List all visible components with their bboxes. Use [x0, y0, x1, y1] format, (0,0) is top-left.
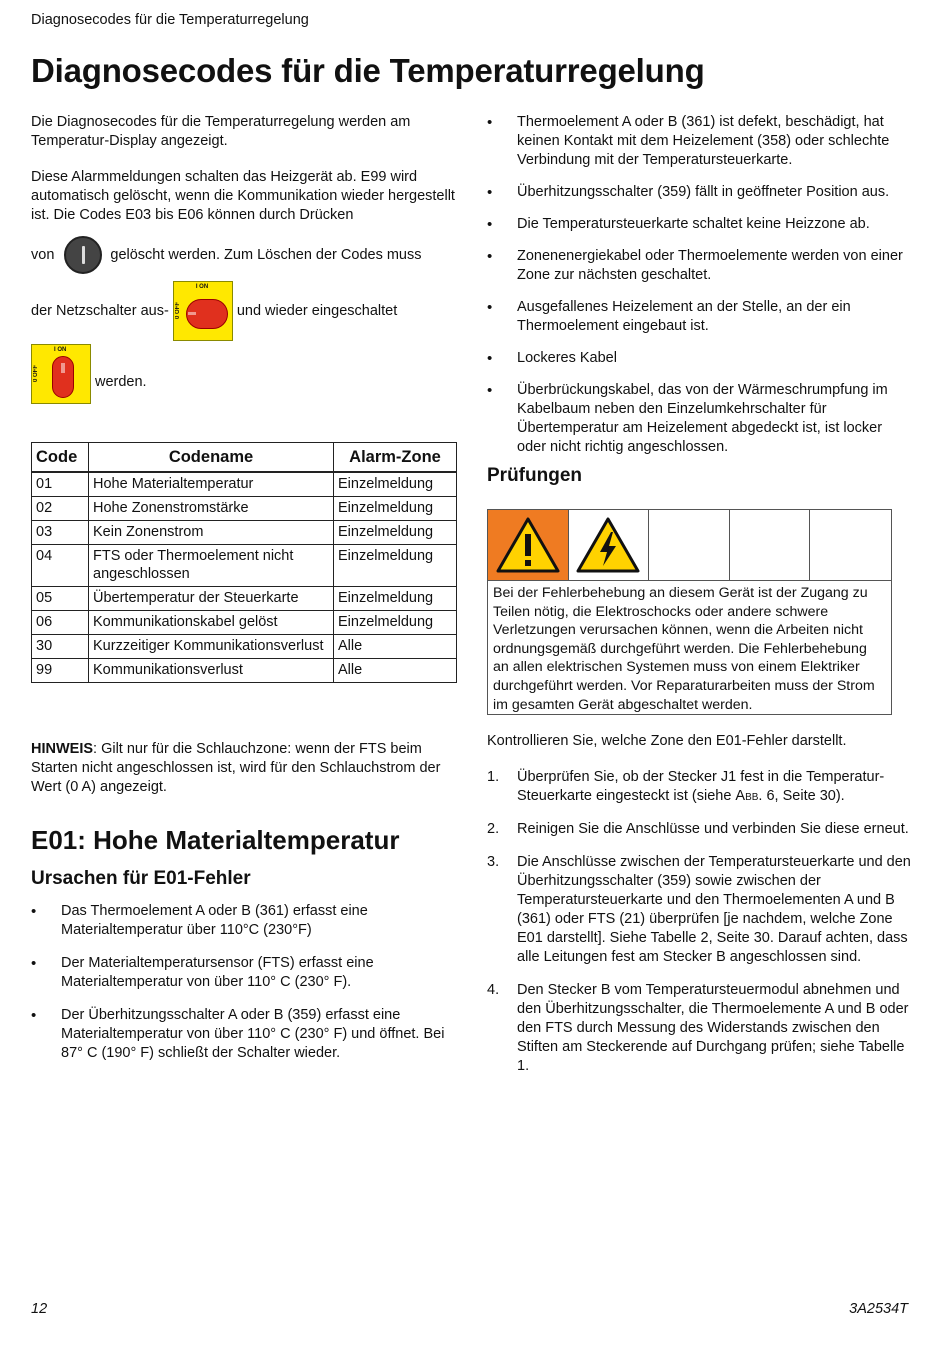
list-item: 3. Die Anschlüsse zwischen der Temperatursteuerkarte und den Überhitzungsschalter (359) sowie zwischen der Temperatursteuerkarte und den Thermoelementen A und B (361) oder FTS (21) überprüfen [je nachdem, welche Zone E01 darstellt]. Siehe Tabelle 2, Seite 30. Darauf achten, dass alle Leitungen fest am Stecker B angeschlossen sind. [487, 854, 911, 965]
document-id: 3A2534T [849, 1301, 908, 1317]
cell-codename: Kommunikationsverlust [89, 659, 334, 683]
note-label: HINWEIS [31, 741, 94, 757]
list-item: • Überbrückungskabel, das von der Wärmeschrumpfung im Kabelbaum neben den Einzelumkehrschalter für Übertemperatur am Heizelement abgedeckt ist, ist locker oder nicht richtig angeschlossen. [487, 381, 912, 457]
von-text: von [31, 247, 55, 263]
list-item: • Das Thermoelement A oder B (361) erfasst eine Materialtemperatur über 110°C (230°F) [31, 902, 456, 940]
list-item: • Lockeres Kabel [487, 349, 912, 368]
cell-codename: Kurzzeitiger Kommunikationsverlust [89, 635, 334, 659]
table-header-codename: Codename [89, 443, 334, 473]
table-row [32, 472, 457, 497]
table-row [32, 587, 457, 611]
cell-zone: Alle [334, 659, 457, 683]
cell-code: 01 [32, 472, 89, 497]
page-title: Diagnosecodes für die Temperaturregelung [31, 52, 705, 89]
table-header-alarm-zone: Alarm-Zone [334, 443, 457, 473]
electric-shock-icon [569, 510, 650, 580]
causes-list-right [487, 113, 912, 457]
list-item: • Ausgefallenes Heizelement an der Stelle, an der ein Thermoelement eingebaut ist. [487, 298, 912, 336]
list-item: • Überhitzungsschalter (359) fällt in geöffneter Position aus. [487, 183, 912, 202]
list-item: • Thermoelement A oder B (361) ist defekt, beschädigt, hat keinen Kontakt mit dem Heizelement (358) oder schlechte Verbindung mit der Temperatursteuerkarte. [487, 113, 912, 170]
list-item: • Der Überhitzungsschalter A oder B (359) erfasst eine Materialtemperatur von über 110° C (230° F) und öffnet. Bei 87° C (190° F) schließt der Schalter wieder. [31, 1006, 456, 1063]
table-row [32, 497, 457, 521]
cell-codename: Übertemperatur der Steuerkarte [89, 587, 334, 611]
cell-codename: Kein Zonenstrom [89, 521, 334, 545]
list-item: • Die Temperatursteuerkarte schaltet keine Heizzone ab. [487, 215, 912, 234]
list-item: 4. Den Stecker B vom Temperatursteuermodul abnehmen und den Überhitzungsschalter, die Thermoelemente A und B oder den FTS durch Messung des Widerstands zwischen den Stiften am Steckerende auf Durchgang prüfen; siehe Tabelle 1. [487, 982, 909, 1074]
cell-zone: Einzelmeldung [334, 521, 457, 545]
power-knob-icon [64, 236, 102, 274]
after-knob-text: gelöscht werden. Zum Löschen der Codes muss [110, 247, 422, 263]
cell-code: 06 [32, 611, 89, 635]
table-row [32, 545, 457, 587]
werden-text: werden. [95, 374, 147, 390]
warning-box [487, 509, 892, 715]
switch-on-icon: I ON 0 OFF [31, 344, 91, 404]
note-paragraph [31, 740, 456, 797]
e01-heading: E01: Hohe Materialtemperatur [31, 825, 400, 855]
switch-off-icon: I ON 0 OFF [173, 281, 233, 341]
cell-zone: Einzelmeldung [334, 497, 457, 521]
cell-codename: FTS oder Thermoelement nicht angeschlossen [89, 545, 334, 587]
intro-section [31, 113, 456, 225]
switch-off-line [31, 281, 456, 341]
checks-heading: Prüfungen [487, 465, 582, 486]
warning-icons-row [488, 510, 891, 581]
cell-zone: Einzelmeldung [334, 472, 457, 497]
cell-codename: Kommunikationskabel gelöst [89, 611, 334, 635]
cell-zone: Einzelmeldung [334, 587, 457, 611]
table-row [32, 521, 457, 545]
running-header: Diagnosecodes für die Temperaturregelung [31, 12, 309, 28]
intro-paragraph-1: Die Diagnosecodes für die Temperaturregelung werden am Temperatur-Display angezeigt. [31, 114, 411, 149]
cell-codename: Hohe Zonenstromstärke [89, 497, 334, 521]
list-item: • Der Materialtemperatursensor (FTS) erfasst eine Materialtemperatur von über 110° C (230° F). [31, 954, 456, 992]
cell-zone: Alle [334, 635, 457, 659]
empty-icon-cell [730, 510, 811, 580]
check-intro-text: Kontrollieren Sie, welche Zone den E01-Fehler darstellt. [487, 733, 847, 749]
list-item: • Zonenenergiekabel oder Thermoelemente werden von einer Zone zur nächsten geschaltet. [487, 247, 912, 285]
list-item: 2. Reinigen Sie die Anschlüsse und verbinden Sie diese erneut. [487, 821, 909, 837]
empty-icon-cell [649, 510, 730, 580]
switch-on-line [31, 344, 456, 404]
cell-codename: Hohe Materialtemperatur [89, 472, 334, 497]
warning-triangle-icon [488, 510, 569, 580]
after-switch-text: und wieder eingeschaltet [236, 303, 398, 319]
note-text: : Gilt nur für die Schlauchzone: wenn der FTS beim Starten nicht angeschlossen ist, wird für den Schlauchstrom der Wert (0 A) angezeigt. [31, 741, 441, 795]
table-header-row [32, 443, 457, 473]
intro-paragraph-2: Diese Alarmmeldungen schalten das Heizgerät ab. E99 wird automatisch gelöscht, wenn die Kommunikation wieder hergestellt ist. Die Codes E03 bis E06 können durch Drücken [31, 169, 455, 223]
before-switch-text: der Netzschalter aus- [31, 303, 169, 319]
cell-code: 30 [32, 635, 89, 659]
table-header-code: Code [32, 443, 89, 473]
table-row [32, 659, 457, 683]
cell-code: 99 [32, 659, 89, 683]
empty-icon-cell [810, 510, 891, 580]
list-item: 1. Überprüfen Sie, ob der Stecker J1 fest in die Temperatur-Steuerkarte eingesteckt ist (siehe Abb. 6, Seite 30). [487, 769, 885, 804]
cell-code: 02 [32, 497, 89, 521]
causes-list-left [31, 902, 456, 1063]
cell-zone: Einzelmeldung [334, 545, 457, 587]
page-number: 12 [31, 1301, 48, 1317]
cell-code: 03 [32, 521, 89, 545]
cell-code: 05 [32, 587, 89, 611]
causes-heading: Ursachen für E01-Fehler [31, 868, 251, 889]
diagnose-code-table [31, 442, 457, 683]
table-row [32, 635, 457, 659]
cell-zone: Einzelmeldung [334, 611, 457, 635]
knob-line [31, 236, 456, 274]
check-intro [487, 732, 912, 751]
check-steps [487, 768, 917, 1076]
table-row [32, 611, 457, 635]
warning-text: Bei der Fehlerbehebung an diesem Gerät ist der Zugang zu Teilen nötig, die Elektroschocks oder andere schwere Verletzungen verursachen können, wenn die Arbeiten nicht ordnungsgemäß durchgeführt werden. Die Fehlerbehebung an allen elektrischen Systemen muss von einem Elektriker durchgeführt werden. Vor Reparaturarbeiten muss der Strom im gesamten Gerät abgeschaltet werden. [493, 585, 875, 713]
cell-code: 04 [32, 545, 89, 587]
